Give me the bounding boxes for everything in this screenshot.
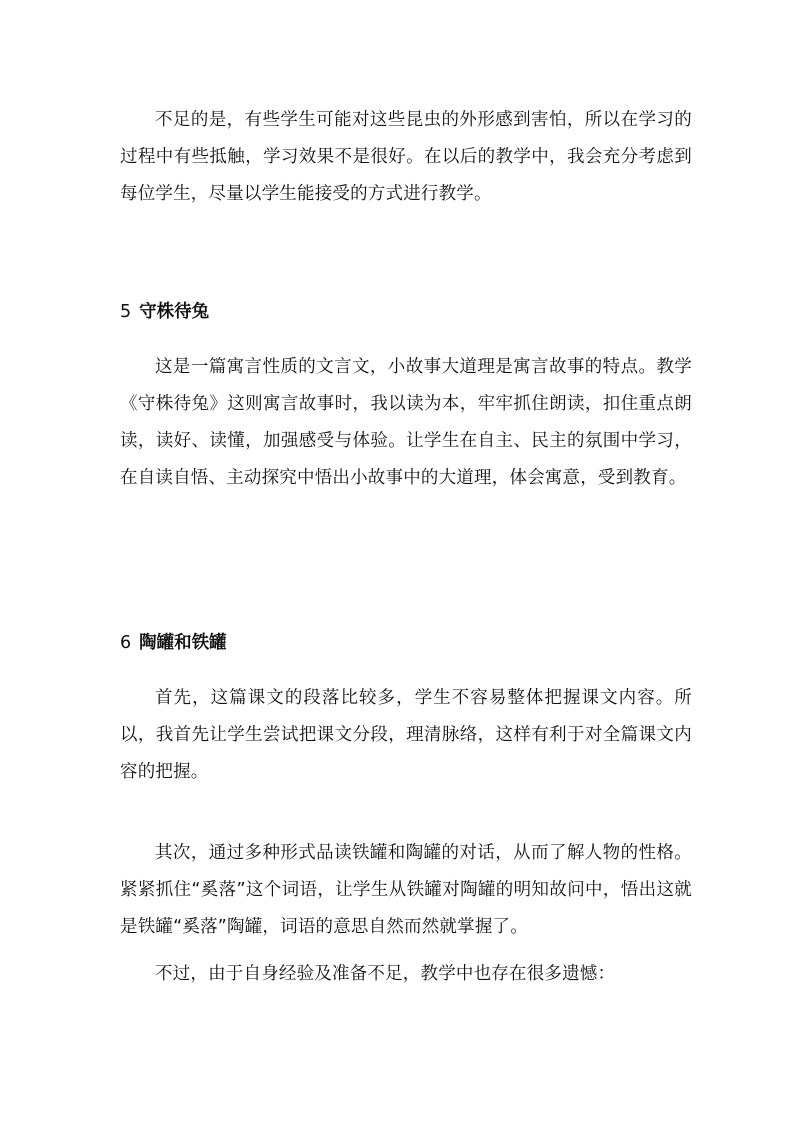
paragraph-reflection-insects: 不足的是，有些学生可能对这些昆虫的外形感到害怕，所以在学习的过程中有些抵触，学习效果不是很好。在以后的教学中，我会充分考虑到每位学生，尽量以学生能接受的方式进行教学。: [120, 110, 692, 204]
section-heading-6: [120, 631, 227, 655]
section-title: 守株待兔: [139, 302, 210, 322]
paragraph-shortcomings: 不过，由于自身经验及准备不足，教学中也存在很多遗憾：: [155, 964, 616, 984]
section-number: 6: [120, 633, 132, 653]
paragraph-second-point: 其次，通过多种形式品读铁罐和陶罐的对话，从而了解人物的性格。紧紧抓住“奚落”这个词语，让学生从铁罐对陶罐的明知故问中，悟出这就是铁罐“奚落”陶罐，词语的意思自然而然就掌握了。: [120, 843, 692, 937]
section-number: 5: [120, 302, 132, 322]
section-heading-5: [120, 300, 209, 324]
paragraph-first-point: 首先，这篇课文的段落比较多，学生不容易整体把握课文内容。所以，我首先让学生尝试把课文分段，理清脉络，这样有利于对全篇课文内容的把握。: [120, 688, 692, 782]
section-title: 陶罐和铁罐: [139, 633, 227, 653]
paragraph-shouzhudaitu: 这是一篇寓言性质的文言文，小故事大道理是寓言故事的特点。教学《守株待兔》这则寓言故事时，我以读为本，牢牢抓住朗读，扣住重点朗读，读好、读懂，加强感受与体验。让学生在自主、民主的氛围中学习，在自读自悟、主动探究中悟出小故事中的大道理，体会寓意，受到教育。: [120, 357, 692, 488]
